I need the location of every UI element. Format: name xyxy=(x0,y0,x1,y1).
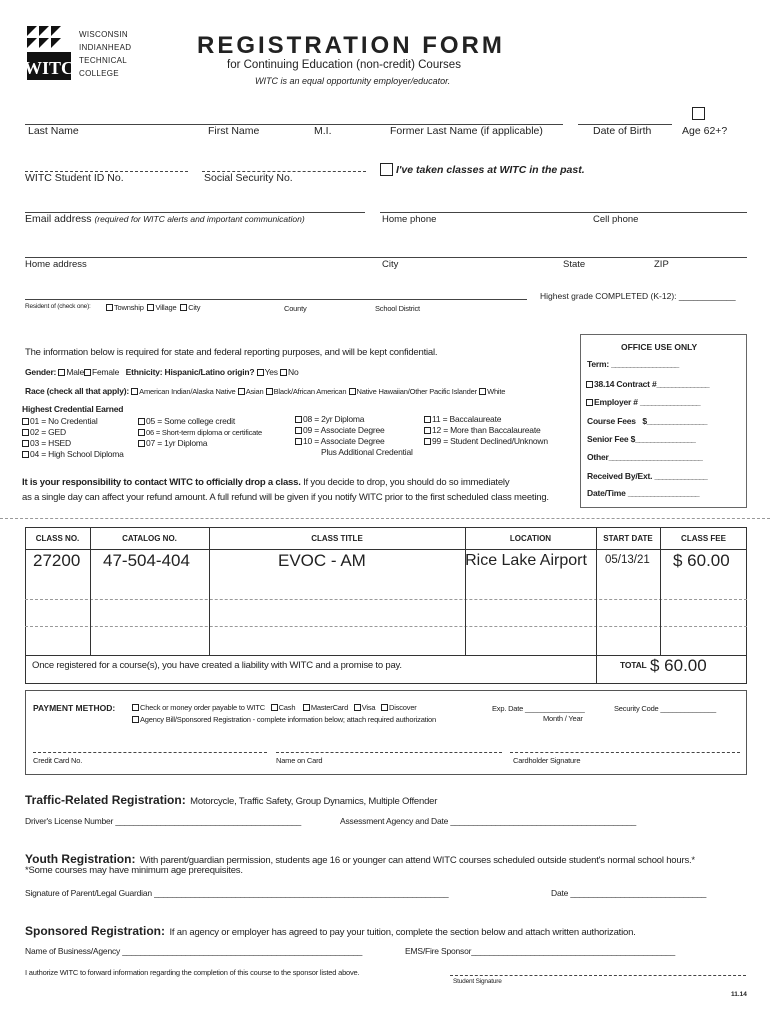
th-location: LOCATION xyxy=(509,533,552,543)
form-title: REGISTRATION FORM xyxy=(197,32,505,59)
youth-note: *Some courses may have minimum age prerequisites. xyxy=(25,865,243,876)
county-label: County xyxy=(284,304,307,313)
credential-col1: 01 = No Credential 02 = GED 03 = HSED 04 = High School Diploma xyxy=(22,416,124,460)
race-white-checkbox[interactable] xyxy=(479,388,486,395)
school-district-label: School District xyxy=(375,304,420,313)
name-on-card-label: Name on Card xyxy=(276,756,323,765)
total-value: $ 60.00 xyxy=(650,656,707,675)
ssn-label: Social Security No. xyxy=(204,172,293,184)
hispanic-no-checkbox[interactable] xyxy=(280,369,287,376)
last-name-label: Last Name xyxy=(28,125,79,137)
cell-phone-label: Cell phone xyxy=(593,214,639,225)
office-other: Other_________________________ xyxy=(587,452,702,462)
township-checkbox[interactable] xyxy=(106,304,113,311)
office-senior-fee: Senior Fee $________________ xyxy=(587,434,695,444)
college-name: WISCONSIN INDIANHEAD TECHNICAL COLLEGE xyxy=(79,30,132,78)
sponsored-heading: Sponsored Registration: If an agency or employer has agreed to pay your tuition, complete the section below and attach written authorization. xyxy=(25,924,636,938)
former-last-name-label: Former Last Name (if applicable) xyxy=(390,125,543,137)
catalog-no-cell[interactable]: 47-504-404 xyxy=(103,551,190,570)
authorize-statement: I authorize WITC to forward information regarding the completion of this course to the sponsor listed above. xyxy=(25,968,360,977)
gender-row: Gender: Male Female Ethnicity: Hispanic/Latino origin? Yes No xyxy=(25,367,299,377)
class-no-cell[interactable]: 27200 xyxy=(33,551,81,570)
logo-text: WITC xyxy=(25,58,73,78)
drivers-license-field[interactable]: Driver's License Number _________________________________________ xyxy=(25,816,301,826)
state-label: State xyxy=(563,259,586,270)
th-class-no: CLASS NO. xyxy=(35,533,80,543)
fee-cell[interactable]: $ 60.00 xyxy=(673,551,730,570)
total-label: TOTAL xyxy=(620,660,647,670)
exp-date-label: Exp. Date _______________ xyxy=(492,704,585,713)
guardian-signature-field[interactable]: Signature of Parent/Legal Guardian _________________________________________________________________ xyxy=(25,888,449,898)
email-label: Email address (required for WITC alerts and important communication) xyxy=(25,213,305,225)
confidential-intro: The information below is required for state and federal reporting purposes, and will be kept confidential. xyxy=(25,347,438,358)
taken-before-label: I've taken classes at WITC in the past. xyxy=(396,164,585,176)
card-no-label: Credit Card No. xyxy=(33,756,83,765)
office-employer: Employer # ________________ xyxy=(586,398,700,407)
mi-label: M.I. xyxy=(314,125,332,137)
first-name-label: First Name xyxy=(208,125,260,137)
race-row: Race (check all that apply): American Indian/Alaska Native Asian Black/African American Native Hawaiian/Other Pacific Islander White xyxy=(25,386,506,396)
location-cell[interactable]: Rice Lake Airport xyxy=(465,552,587,569)
mastercard-checkbox[interactable] xyxy=(303,704,310,711)
student-id-label: WITC Student ID No. xyxy=(25,172,124,184)
credential-col4: 11 = Baccalaureate 12 = More than Baccalaureate 99 = Student Declined/Unknown xyxy=(424,414,548,447)
office-use-title: OFFICE USE ONLY xyxy=(621,342,698,352)
resident-options[interactable]: Township Village City xyxy=(106,304,200,312)
city-checkbox[interactable] xyxy=(180,304,187,311)
female-checkbox[interactable] xyxy=(84,369,91,376)
home-phone-label: Home phone xyxy=(382,214,437,225)
home-address-label: Home address xyxy=(25,259,87,270)
form-subtitle: for Continuing Education (non-credit) Courses xyxy=(227,59,461,71)
th-class-fee: CLASS FEE xyxy=(681,533,726,543)
drop-notice-line2: as a single day can affect your refund amount. A full refund will be given if you notify WITC prior to the first scheduled class meeting. xyxy=(22,492,549,503)
traffic-heading: Traffic-Related Registration: Motorcycle, Traffic Safety, Group Dynamics, Multiple Offender xyxy=(25,793,438,807)
age62-checkbox[interactable] xyxy=(692,107,705,120)
visa-checkbox[interactable] xyxy=(354,704,361,711)
agency-bill-option: Agency Bill/Sponsored Registration - complete information below; attach required authorization xyxy=(132,716,436,724)
hispanic-yes-checkbox[interactable] xyxy=(257,369,264,376)
taken-before-checkbox[interactable] xyxy=(380,163,393,176)
zip-label: ZIP xyxy=(654,259,669,270)
cardholder-sig-label: Cardholder Signature xyxy=(513,756,581,765)
office-contract: 38.14 Contract #______________ xyxy=(586,380,709,389)
office-received: Received By/Ext. ______________ xyxy=(587,471,707,481)
office-datetime: Date/Time ___________________ xyxy=(587,488,699,498)
th-start-date: START DATE xyxy=(603,533,653,543)
resident-of-label: Resident of (check one): xyxy=(25,303,91,310)
office-term: Term: __________________ xyxy=(587,359,679,369)
assessment-agency-field[interactable]: Assessment Agency and Date _________________________________________ xyxy=(340,816,636,826)
city-label: City xyxy=(382,259,399,270)
guardian-date-field[interactable]: Date ______________________________ xyxy=(551,888,707,898)
liability-statement: Once registered for a course(s), you have created a liability with WITC and a promise to pay. xyxy=(32,660,402,671)
cash-checkbox[interactable] xyxy=(271,704,278,711)
th-class-title: CLASS TITLE xyxy=(311,533,363,543)
witc-logo xyxy=(25,24,73,82)
discover-checkbox[interactable] xyxy=(381,704,388,711)
race-hawaiian-checkbox[interactable] xyxy=(349,388,356,395)
credential-col2: 05 = Some college credit 06 = Short-term diploma or certificate 07 = 1yr Diploma xyxy=(138,416,262,449)
payment-box xyxy=(25,690,747,775)
village-checkbox[interactable] xyxy=(147,304,154,311)
security-code-label: Security Code ______________ xyxy=(614,704,716,713)
student-signature-label: Student Signature xyxy=(453,978,502,985)
business-name-field[interactable]: Name of Business/Agency _____________________________________________________ xyxy=(25,946,363,956)
credential-col3: 08 = 2yr Diploma 09 = Associate Degree 10 = Associate Degree Plus Additional Credential xyxy=(295,414,413,458)
class-title-cell[interactable]: EVOC - AM xyxy=(278,551,366,570)
check-checkbox[interactable] xyxy=(132,704,139,711)
form-version: 11.14 xyxy=(731,991,747,998)
highest-grade-label: Highest grade COMPLETED (K-12): ____________ xyxy=(540,291,736,301)
male-checkbox[interactable] xyxy=(58,369,65,376)
race-asian-checkbox[interactable] xyxy=(238,388,245,395)
youth-heading: Youth Registration: With parent/guardian permission, students age 16 or younger can attend WITC courses scheduled outside student's normal school hours.* xyxy=(25,852,695,866)
payment-label: PAYMENT METHOD: xyxy=(33,703,116,713)
eoe-statement: WITC is an equal opportunity employer/educator. xyxy=(255,76,451,86)
race-black-checkbox[interactable] xyxy=(266,388,273,395)
drop-notice: It is your responsibility to contact WITC to officially drop a class. If you decide to drop, you should do so immediately xyxy=(22,477,510,488)
payment-options: Check or money order payable to WITC Cash MasterCard Visa Discover xyxy=(132,704,417,712)
agency-bill-checkbox[interactable] xyxy=(132,716,139,723)
month-year-label: Month / Year xyxy=(543,714,583,723)
race-native-checkbox[interactable] xyxy=(131,388,138,395)
ems-sponsor-field[interactable]: EMS/Fire Sponsor_____________________________________________ xyxy=(405,946,675,956)
th-catalog-no: CATALOG NO. xyxy=(122,533,177,543)
start-date-cell[interactable]: 05/13/21 xyxy=(605,554,650,566)
office-course-fees: Course Fees $________________ xyxy=(587,416,707,426)
credential-heading: Highest Credential Earned xyxy=(22,404,124,414)
age62-label: Age 62+? xyxy=(682,125,728,137)
dob-label: Date of Birth xyxy=(593,125,652,137)
